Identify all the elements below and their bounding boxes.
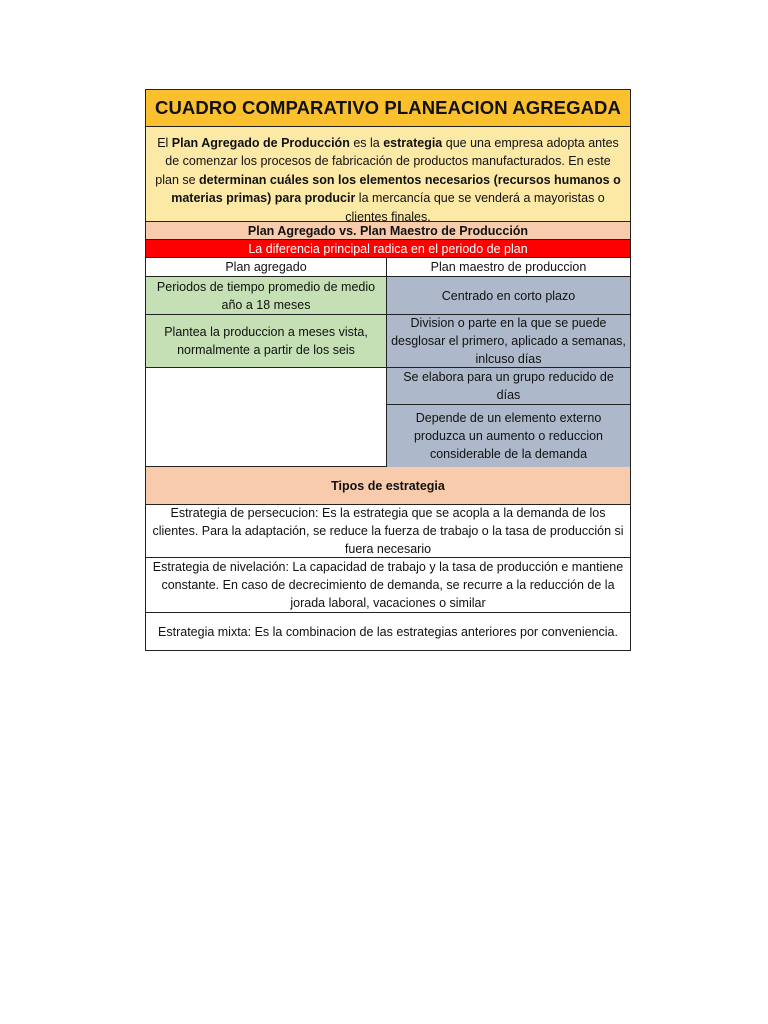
strategies-heading: Tipos de estrategia xyxy=(146,466,630,504)
comparison-grid xyxy=(146,276,630,466)
column-headers xyxy=(146,257,630,276)
intro-text-2: es la xyxy=(349,136,384,150)
left-empty-cell xyxy=(146,368,387,467)
intro-text-4: la mercancía que se venderá a mayoristas o clientes finales. xyxy=(345,191,605,224)
intro-bold-1: Plan Agregado de Producción xyxy=(171,136,350,150)
strategy-nivelacion: Estrategia de nivelación: La capacidad de trabajo y la tasa de producción e mantiene constante. En caso de decrecimiento de demanda, se recurre a la reducción de la jorada laboral, vacaciones o similar xyxy=(146,557,630,612)
header-plan-agregado: Plan agregado xyxy=(146,258,387,276)
strategy-mixta: Estrategia mixta: Es la combinacion de las estrategias anteriores por conveniencia. xyxy=(146,612,630,650)
intro-bold-2: estrategia xyxy=(383,136,443,150)
strategy-persecucion: Estrategia de persecucion: Es la estrategia que se acopla a la demanda de los clientes. Para la adaptación, se reduce la fuerza de trabajo o la tasa de producción si fuera necesario xyxy=(146,504,630,557)
intro-paragraph xyxy=(146,126,630,224)
right-item-elemento-externo: Depende de un elemento externo produzca un aumento o reduccion considerable de la demanda xyxy=(387,405,630,467)
left-item-plantea: Plantea la produccion a meses vista, normalmente a partir de los seis xyxy=(146,315,387,368)
intro-bold-3: determinan cuáles son los elementos necesarios (recursos humanos o materias primas) para producir xyxy=(171,172,621,206)
comparison-heading: Plan Agregado vs. Plan Maestro de Producción xyxy=(146,221,630,239)
comparison-sheet xyxy=(145,89,631,651)
left-item-periods: Periodos de tiempo promedio de medio año a 18 meses xyxy=(146,277,387,315)
difference-banner: La diferencia principal radica en el periodo de plan xyxy=(146,239,630,257)
right-item-grupo-reducido: Se elabora para un grupo reducido de días xyxy=(387,368,630,405)
intro-text-3: que una empresa adopta antes de comenzar los procesos de fabricación de productos manufacturados. En este plan se xyxy=(155,136,619,187)
sheet-title: CUADRO COMPARATIVO PLANEACION AGREGADA xyxy=(146,90,630,126)
right-item-corto-plazo: Centrado en corto plazo xyxy=(387,277,630,315)
header-plan-maestro: Plan maestro de produccion xyxy=(430,260,587,274)
intro-text-1: El xyxy=(157,136,172,150)
right-item-division: Division o parte en la que se puede desglosar el primero, aplicado a semanas, inlcuso días xyxy=(387,315,630,368)
